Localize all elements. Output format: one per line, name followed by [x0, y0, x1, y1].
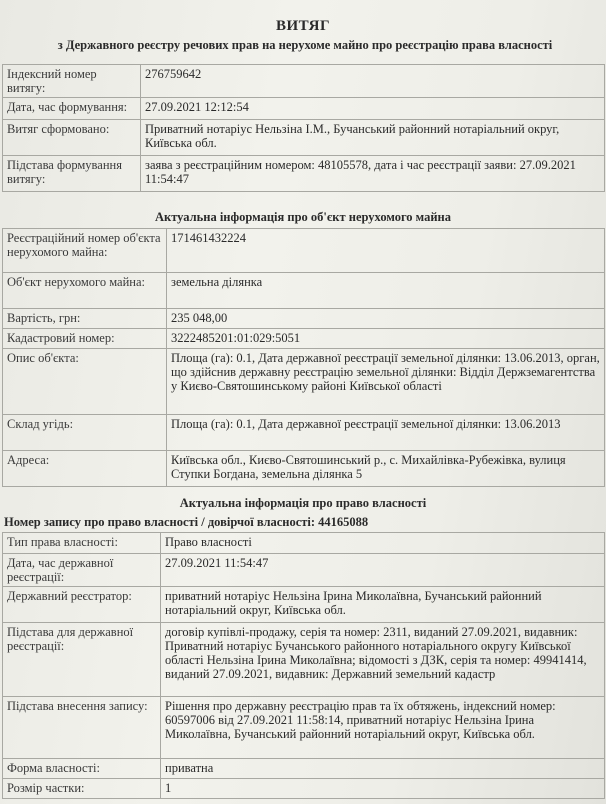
table-row [3, 273, 605, 309]
document-subtitle: з Державного реєстру речових прав на нерухоме майно про реєстрацію права власності [57, 38, 553, 52]
table-row [3, 554, 605, 587]
table-row [3, 229, 605, 273]
field-label: Підстава формування витягу: [3, 156, 141, 192]
table-row [3, 98, 605, 120]
field-label: Витяг сформовано: [3, 120, 141, 156]
field-label: Кадастровий номер: [3, 329, 167, 349]
field-value: Київська обл., Києво-Святошинський р., с. Михайлівка-Рубежівка, вулиця Ступки Богдана, земельна ділянка 5 [167, 451, 605, 487]
field-value: 235 048,00 [167, 309, 605, 329]
object-info-table [2, 228, 605, 487]
table-row [3, 759, 605, 779]
field-label: Дата, час державної реєстрації: [3, 554, 161, 587]
table-row [3, 156, 605, 192]
table-row [3, 329, 605, 349]
field-value: Приватний нотаріус Нельзіна І.М., Бучанський районний нотаріальний округ, Київська обл. [141, 120, 605, 156]
field-value: 27.09.2021 11:54:47 [161, 554, 605, 587]
field-value: 3222485201:01:029:5051 [167, 329, 605, 349]
field-value: 1 [161, 779, 605, 799]
table-row [3, 623, 605, 697]
ownership-section-heading: Актуальна інформація про право власності [179, 496, 427, 510]
table-row [3, 65, 605, 98]
field-value: приватний нотаріус Нельзіна Ірина Миколаївна, Бучанський районний нотаріальний округ, Київська обл. [161, 587, 605, 623]
extract-info-table [2, 64, 605, 192]
field-label: Опис об'єкта: [3, 349, 167, 415]
field-label: Розмір частки: [3, 779, 161, 799]
table-row [3, 349, 605, 415]
table-row [3, 697, 605, 759]
object-section-heading: Актуальна інформація про об'єкт нерухомого майна [154, 210, 452, 224]
table-row [3, 779, 605, 799]
field-label: Адреса: [3, 451, 167, 487]
field-value: приватна [161, 759, 605, 779]
field-value: 171461432224 [167, 229, 605, 273]
table-row [3, 120, 605, 156]
field-label: Підстава для державної реєстрації: [3, 623, 161, 697]
field-value: Площа (га): 0.1, Дата державної реєстрації земельної ділянки: 13.06.2013, орган, що здійснив державну реєстрацію земельної ділянки: Відділ Держземагентства у Києво-Святошинському районі Київської області [167, 349, 605, 415]
field-label: Індексний номер витягу: [3, 65, 141, 98]
field-label: Підстава внесення запису: [3, 697, 161, 759]
field-value: 27.09.2021 12:12:54 [141, 98, 605, 120]
field-value: Площа (га): 0.1, Дата державної реєстрації земельної ділянки: 13.06.2013 [167, 415, 605, 451]
field-label: Тип права власності: [3, 533, 161, 554]
field-value: заява з реєстраційним номером: 48105578, дата і час реєстрації заяви: 27.09.2021 11:54:47 [141, 156, 605, 192]
field-label: Об'єкт нерухомого майна: [3, 273, 167, 309]
ownership-info-table [2, 532, 605, 799]
table-row [3, 587, 605, 623]
field-label: Вартість, грн: [3, 309, 167, 329]
table-row [3, 533, 605, 554]
field-label: Форма власності: [3, 759, 161, 779]
field-value: Право власності [161, 533, 605, 554]
field-value: договір купівлі-продажу, серія та номер: 2311, виданий 27.09.2021, видавник: Приватний нотаріус Бучанського районного нотаріального округу Київської області Нельзіна Ірина Миколаївна; відомості з ДЗК, серія та номер: 49941414, виданий 27.09.2021, видавник: Державний земельний кадастр [161, 623, 605, 697]
table-row [3, 309, 605, 329]
field-label: Державний реєстратор: [3, 587, 161, 623]
table-row [3, 451, 605, 487]
field-value: Рішення про державну реєстрацію прав та їх обтяжень, індексний номер: 60597006 від 27.09.2021 11:58:14, приватний нотаріус Нельзіна Ірина Миколаївна, Бучанський районний нотаріальний округ, Київська обл. [161, 697, 605, 759]
field-value: 276759642 [141, 65, 605, 98]
ownership-record-number: Номер запису про право власності / довірчої власності: 44165088 [4, 515, 369, 529]
document-title: ВИТЯГ [276, 18, 330, 34]
field-label: Дата, час формування: [3, 98, 141, 120]
field-value: земельна ділянка [167, 273, 605, 309]
table-row [3, 415, 605, 451]
field-label: Реєстраційний номер об'єкта нерухомого майна: [3, 229, 167, 273]
field-label: Склад угідь: [3, 415, 167, 451]
